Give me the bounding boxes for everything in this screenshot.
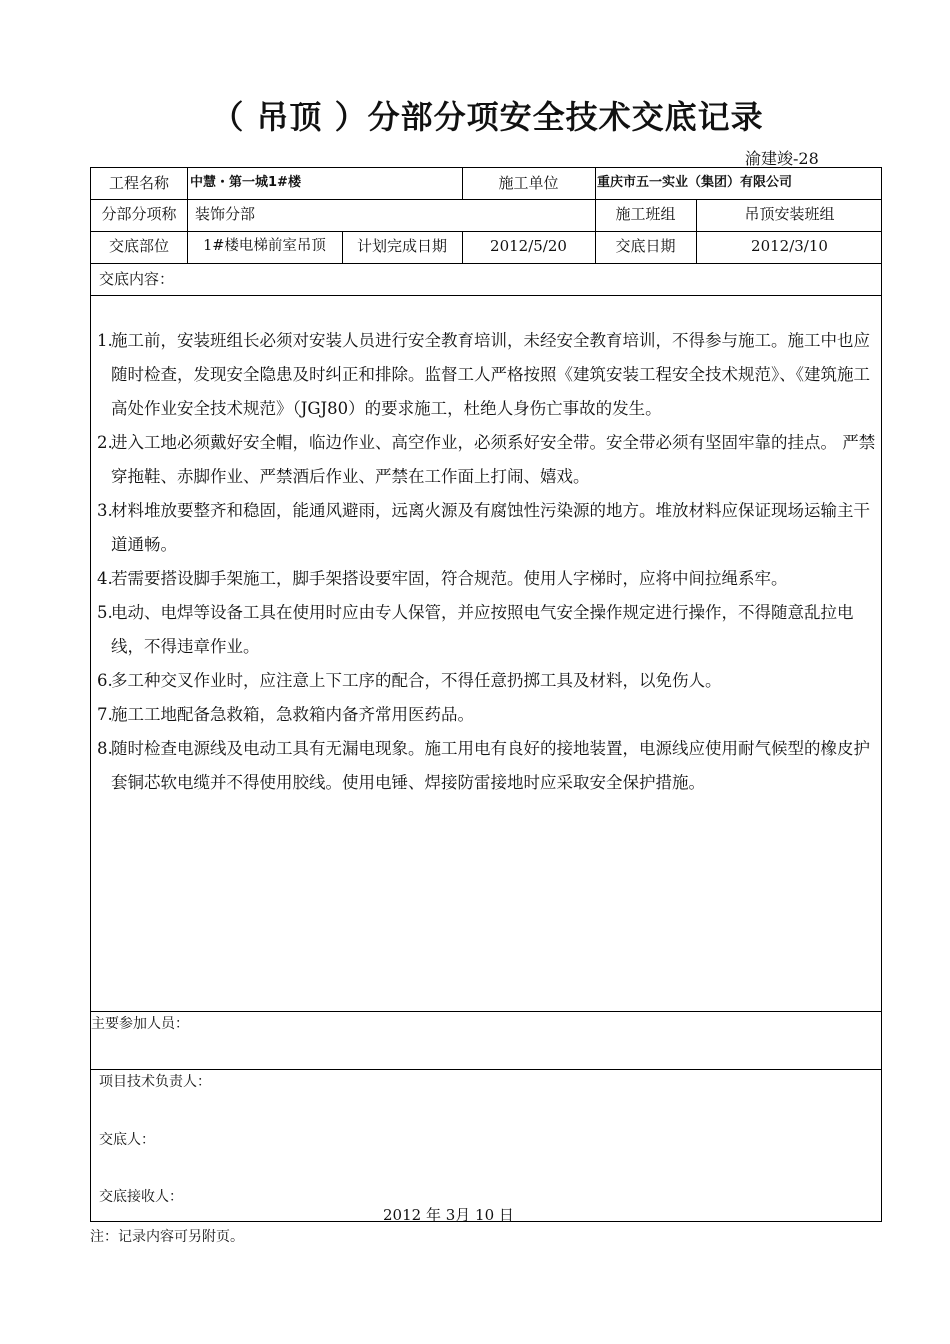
location-label: 交底部位 [108, 237, 169, 255]
list-item: 6. 多工种交叉作业时，应注意上下工序的配合，不得任意扔掷工具及材料，以免伤人。 [97, 671, 722, 690]
contractor-value: 重庆市五一实业（集团）有限公司 [597, 175, 793, 190]
project-name-label: 工程名称 [108, 174, 169, 192]
brief-date-value: 2012/3/10 [751, 237, 828, 255]
receiver-label: 交底接收人： [99, 1189, 183, 1205]
row-divider [91, 1069, 881, 1070]
list-item: 2. 进入工地必须戴好安全帽，临边作业、高空作业，必须系好安全带。安全带必须有坚固牢靠的挂点。 严禁穿拖鞋、赤脚作业、严禁酒后作业、严禁在工作面上打闹、嬉戏。 [97, 433, 876, 486]
briefer-label: 交底人： [99, 1132, 155, 1148]
page-title: （ 吊顶 ）分部分项安全技术交底记录 [211, 98, 764, 136]
row-divider [91, 1011, 881, 1012]
subproject-value: 装饰分部 [195, 205, 256, 223]
content-list [97, 324, 881, 800]
participants-label: 主要参加人员： [91, 1016, 189, 1032]
record-table [90, 167, 882, 1222]
project-name-value: 中慧・第一城1#楼 [190, 175, 301, 190]
list-item: 3. 材料堆放要整齐和稳固，能通风避雨，远离火源及有腐蚀性污染源的地方。堆放材料应保证现场运输主干道通畅。 [97, 501, 870, 554]
list-item: 8. 随时检查电源线及电动工具有无漏电现象。施工用电有良好的接地装置，电源线应使用耐气候型的橡皮护套铜芯软电缆并不得使用胶线。使用电锤、焊接防雷接地时应采取安全保护措施。 [97, 739, 870, 792]
brief-date-label: 交底日期 [615, 237, 676, 255]
sign-date: 2012 年 3月 10 日 [383, 1206, 514, 1224]
document-number: 渝建竣-28 [745, 149, 819, 168]
plan-date-value: 2012/5/20 [490, 237, 567, 255]
contractor-label: 施工单位 [498, 174, 559, 192]
list-item: 5. 电动、电焊等设备工具在使用时应由专人保管，并应按照电气安全操作规定进行操作，不得随意乱拉电线，不得违章作业。 [97, 603, 854, 656]
team-label: 施工班组 [615, 205, 676, 223]
list-item: 1. 施工前，安装班组长必须对安装人员进行安全教育培训，未经安全教育培训，不得参与施工。施工中也应随时检查，发现安全隐患及时纠正和排除。监督工人严格按照《建筑安装工程安全技术规范》、《建筑施工高处作业安全技术规范》（JGJ80）的要求施工，杜绝人身伤亡事故的发生。 [97, 331, 870, 418]
subproject-label: 分部分项称 [101, 205, 177, 223]
content-label: 交底内容： [99, 270, 175, 288]
tech-lead-label: 项目技术负责人： [99, 1074, 211, 1090]
footer-note: 注：记录内容可另附页。 [90, 1229, 244, 1245]
row-divider [91, 263, 881, 264]
location-value: 1#楼电梯前室吊顶 [203, 238, 326, 254]
plan-date-label: 计划完成日期 [356, 237, 447, 255]
list-item: 4. 若需要搭设脚手架施工，脚手架搭设要牢固，符合规范。使用人字梯时，应将中间拉绳系牢。 [97, 569, 788, 588]
team-value: 吊顶安装班组 [744, 205, 835, 223]
list-item: 7. 施工工地配备急救箱，急救箱内备齐常用医药品。 [97, 705, 474, 724]
row-divider [91, 295, 881, 296]
